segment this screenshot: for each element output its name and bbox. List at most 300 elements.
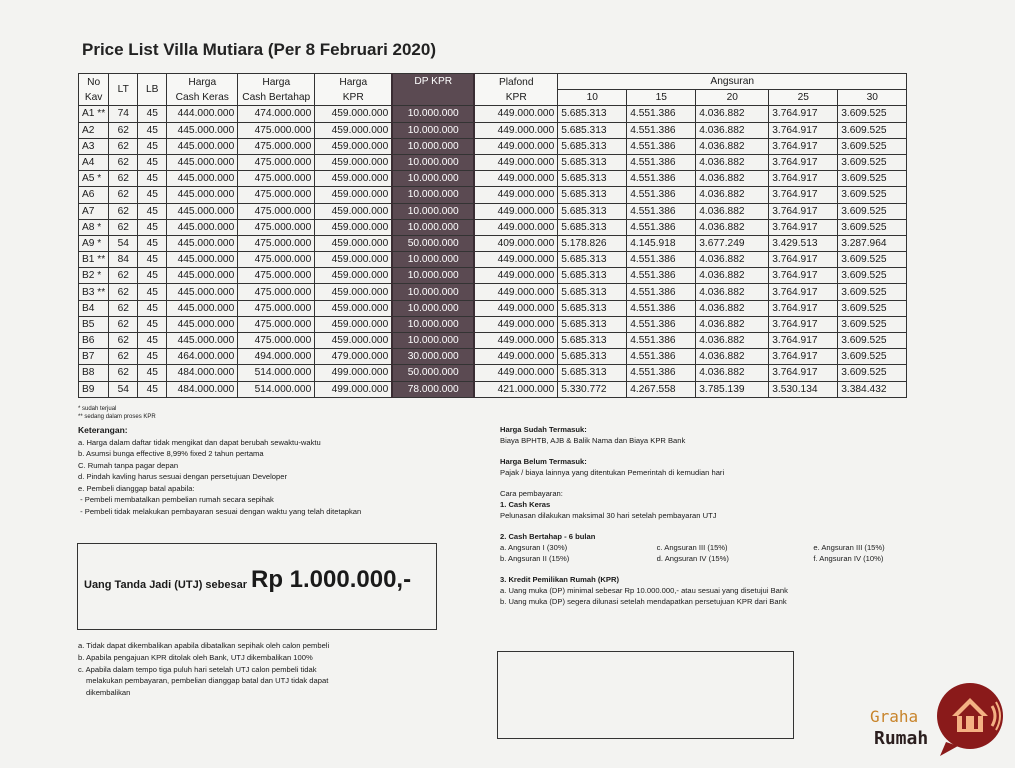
header-tenor-25: 25 [769,90,838,106]
angsuran-cell: 3.764.917 [769,106,838,122]
plafond-cell: 421.000.000 [474,381,558,397]
legend-sold: * sudah terjual [78,406,117,412]
plafond-cell: 449.000.000 [474,122,558,138]
bertahap-item: f. Angsuran IV (10%) [813,554,884,563]
logo-text-rumah: Rumah [874,728,929,749]
kpr-cell: 459.000.000 [315,138,393,154]
angsuran-cell: 3.609.525 [838,268,907,284]
kpr-item: a. Uang muka (DP) minimal sebesar Rp 10.000.000,- atau sesuai yang disetujui Bank [500,586,788,595]
table-row [79,300,907,316]
lb-cell: 45 [138,381,167,397]
angsuran-cell: 3.764.917 [769,187,838,203]
table-row [79,187,907,203]
angsuran-cell: 5.685.313 [558,171,627,187]
lt-cell: 62 [109,138,138,154]
plafond-cell: 449.000.000 [474,268,558,284]
kpr-cell: 499.000.000 [315,381,393,397]
kpr-cell: 499.000.000 [315,365,393,381]
kpr-cell: 459.000.000 [315,106,393,122]
angsuran-cell: 4.551.386 [627,300,696,316]
angsuran-cell: 3.764.917 [769,203,838,219]
angsuran-cell: 3.609.525 [838,252,907,268]
kpr-cell: 459.000.000 [315,284,393,300]
lt-cell: 62 [109,284,138,300]
cash-keras-cell: 445.000.000 [167,235,238,251]
angsuran-cell: 4.551.386 [627,349,696,365]
angsuran-cell: 3.764.917 [769,138,838,154]
angsuran-cell: 3.764.917 [769,349,838,365]
kpr-cell: 459.000.000 [315,187,393,203]
cash-keras-cell: 445.000.000 [167,316,238,332]
lb-cell: 45 [138,268,167,284]
angsuran-cell: 5.685.313 [558,138,627,154]
lb-cell: 45 [138,219,167,235]
header-angsuran: Angsuran [558,74,907,90]
bertahap-item: a. Angsuran I (30%) [500,543,568,552]
angsuran-cell: 3.384.432 [838,381,907,397]
cash-bertahap-cell: 475.000.000 [238,252,315,268]
angsuran-cell: 3.609.525 [838,349,907,365]
angsuran-cell: 3.609.525 [838,284,907,300]
angsuran-cell: 5.685.313 [558,187,627,203]
plafond-cell: 449.000.000 [474,333,558,349]
angsuran-cell: 3.677.249 [696,235,769,251]
dp-cell: 10.000.000 [392,138,474,154]
dp-cell: 50.000.000 [392,235,474,251]
kpr-cell: 459.000.000 [315,171,393,187]
angsuran-cell: 3.287.964 [838,235,907,251]
lb-cell: 45 [138,154,167,170]
cash-bertahap-title: 2. Cash Bertahap - 6 bulan [500,532,596,541]
kav-cell: B3 ** [79,284,109,300]
lt-cell: 54 [109,235,138,251]
angsuran-cell: 5.330.772 [558,381,627,397]
cash-keras-cell: 445.000.000 [167,138,238,154]
cash-bertahap-cell: 475.000.000 [238,300,315,316]
cash-keras-cell: 445.000.000 [167,333,238,349]
kpr-cell: 459.000.000 [315,122,393,138]
angsuran-cell: 4.036.882 [696,203,769,219]
kav-cell: B5 [79,316,109,332]
table-row [79,154,907,170]
angsuran-cell: 3.609.525 [838,187,907,203]
angsuran-cell: 5.685.313 [558,219,627,235]
kpr-item: b. Uang muka (DP) segera dilunasi setelah mendapatkan persetujuan KPR dari Bank [500,597,787,606]
angsuran-cell: 4.036.882 [696,365,769,381]
dp-cell: 10.000.000 [392,252,474,268]
utj-amount: Rp 1.000.000,- [251,566,412,593]
lb-cell: 45 [138,300,167,316]
table-row [79,316,907,332]
kav-cell: B4 [79,300,109,316]
angsuran-cell: 3.764.917 [769,219,838,235]
header-no: No Kav [79,74,109,106]
dp-cell: 10.000.000 [392,300,474,316]
cash-keras-cell: 445.000.000 [167,171,238,187]
table-row [79,122,907,138]
dp-cell: 10.000.000 [392,171,474,187]
angsuran-cell: 4.036.882 [696,300,769,316]
lb-cell: 45 [138,316,167,332]
cash-keras-cell: 445.000.000 [167,187,238,203]
table-row [79,333,907,349]
header-tenor-20: 20 [696,90,769,106]
header-lt: LT [109,74,138,106]
dp-cell: 10.000.000 [392,219,474,235]
plafond-cell: 449.000.000 [474,252,558,268]
lb-cell: 45 [138,349,167,365]
plafond-cell: 449.000.000 [474,219,558,235]
lt-cell: 84 [109,252,138,268]
angsuran-cell: 3.764.917 [769,122,838,138]
header-dp-kpr: DP KPR [392,74,474,106]
dp-cell: 10.000.000 [392,122,474,138]
plafond-cell: 449.000.000 [474,316,558,332]
kpr-cell: 459.000.000 [315,333,393,349]
keterangan-title: Keterangan: [78,425,128,435]
plafond-cell: 449.000.000 [474,187,558,203]
cash-bertahap-cell: 475.000.000 [238,138,315,154]
angsuran-cell: 3.609.525 [838,203,907,219]
angsuran-cell: 4.036.882 [696,154,769,170]
keterangan-item: d. Pindah kavling harus sesuai dengan persetujuan Developer [78,472,287,481]
kav-cell: A8 * [79,219,109,235]
table-row [79,284,907,300]
lb-cell: 45 [138,333,167,349]
kpr-cell: 459.000.000 [315,316,393,332]
kav-cell: B8 [79,365,109,381]
bertahap-item: c. Angsuran III (15%) [656,543,728,552]
angsuran-cell: 3.530.134 [769,381,838,397]
lt-cell: 54 [109,381,138,397]
angsuran-cell: 4.267.558 [627,381,696,397]
lb-cell: 45 [138,284,167,300]
cash-bertahap-cell: 475.000.000 [238,268,315,284]
angsuran-cell: 3.609.525 [838,171,907,187]
cash-keras-cell: 445.000.000 [167,252,238,268]
angsuran-cell: 3.764.917 [769,171,838,187]
kav-cell: B9 [79,381,109,397]
lt-cell: 62 [109,268,138,284]
header-kpr: Harga KPR [315,74,393,106]
angsuran-cell: 4.036.882 [696,106,769,122]
dp-cell: 10.000.000 [392,333,474,349]
plafond-cell: 409.000.000 [474,235,558,251]
dp-cell: 30.000.000 [392,349,474,365]
angsuran-cell: 4.551.386 [627,365,696,381]
lt-cell: 62 [109,154,138,170]
cash-bertahap-cell: 475.000.000 [238,122,315,138]
plafond-cell: 449.000.000 [474,171,558,187]
angsuran-cell: 4.036.882 [696,333,769,349]
angsuran-cell: 5.178.826 [558,235,627,251]
lb-cell: 45 [138,106,167,122]
cash-keras-cell: 445.000.000 [167,300,238,316]
lt-cell: 62 [109,219,138,235]
cash-bertahap-cell: 474.000.000 [238,106,315,122]
header-lb: LB [138,74,167,106]
dp-cell: 10.000.000 [392,187,474,203]
angsuran-cell: 3.609.525 [838,154,907,170]
utj-note: c. Apabila dalam tempo tiga puluh hari setelah UTJ calon pembeli tidak [78,664,317,674]
graha-rumah-logo [868,680,1008,760]
cash-keras-cell: 445.000.000 [167,284,238,300]
keterangan-item: a. Harga dalam daftar tidak mengikat dan dapat berubah sewaktu-waktu [78,437,321,447]
angsuran-cell: 5.685.313 [558,106,627,122]
dp-cell: 50.000.000 [392,365,474,381]
kav-cell: A7 [79,203,109,219]
table-row [79,252,907,268]
angsuran-cell: 5.685.313 [558,122,627,138]
kav-cell: A1 ** [79,106,109,122]
angsuran-cell: 3.609.525 [838,300,907,316]
payment-info [500,424,970,607]
angsuran-cell: 4.036.882 [696,138,769,154]
kav-cell: A5 * [79,171,109,187]
angsuran-cell: 3.609.525 [838,122,907,138]
angsuran-cell: 5.685.313 [558,365,627,381]
kpr-cell: 459.000.000 [315,154,393,170]
dp-cell: 10.000.000 [392,203,474,219]
page-title: Price List Villa Mutiara (Per 8 Februari 2020) [82,40,437,59]
angsuran-cell: 5.685.313 [558,316,627,332]
keterangan-item: C. Rumah tanpa pagar depan [78,460,179,470]
lb-cell: 45 [138,138,167,154]
angsuran-cell: 3.609.525 [838,365,907,381]
lt-cell: 74 [109,106,138,122]
kpr-cell: 459.000.000 [315,300,393,316]
cash-keras-title: 1. Cash Keras [500,500,551,509]
dp-cell: 10.000.000 [392,106,474,122]
keterangan-item: - Pembeli tidak melakukan pembayaran sesuai dengan waktu yang telah ditetapkan [78,506,362,516]
cash-keras-cell: 484.000.000 [167,365,238,381]
cash-keras-cell: 464.000.000 [167,349,238,365]
cash-keras-cell: 445.000.000 [167,122,238,138]
lb-cell: 45 [138,235,167,251]
cash-keras-text: Pelunasan dilakukan maksimal 30 hari setelah pembayaran UTJ [500,511,717,520]
termasuk-text: Biaya BPHTB, AJB & Balik Nama dan Biaya KPR Bank [500,436,686,445]
dp-cell: 10.000.000 [392,284,474,300]
utj-note: dikembalikan [86,688,131,698]
angsuran-cell: 4.551.386 [627,219,696,235]
angsuran-cell: 4.036.882 [696,187,769,203]
angsuran-cell: 4.551.386 [627,203,696,219]
plafond-cell: 449.000.000 [474,138,558,154]
cash-keras-cell: 444.000.000 [167,106,238,122]
angsuran-cell: 4.551.386 [627,138,696,154]
utj-label: Uang Tanda Jadi (UTJ) sebesar [84,579,248,591]
angsuran-cell: 4.551.386 [627,187,696,203]
bertahap-item: d. Angsuran IV (15%) [656,554,729,563]
angsuran-cell: 5.685.313 [558,252,627,268]
utj-notes [78,640,378,699]
angsuran-cell: 4.551.386 [627,106,696,122]
keterangan-item: - Pembeli membatalkan pembelian rumah secara sepihak [78,495,274,504]
cash-keras-cell: 445.000.000 [167,268,238,284]
dp-cell: 10.000.000 [392,316,474,332]
cash-bertahap-cell: 475.000.000 [238,235,315,251]
angsuran-cell: 5.685.313 [558,333,627,349]
kpr-title: 3. Kredit Pemilikan Rumah (KPR) [500,575,619,584]
cash-bertahap-cell: 475.000.000 [238,154,315,170]
plafond-cell: 449.000.000 [474,203,558,219]
angsuran-cell: 3.429.513 [769,235,838,251]
angsuran-cell: 5.685.313 [558,203,627,219]
plafond-cell: 449.000.000 [474,154,558,170]
belum-termasuk-title: Harga Belum Termasuk: [500,457,587,466]
header-cash-bertahap: Harga Cash Bertahap [238,74,315,106]
belum-termasuk-text: Pajak / biaya lainnya yang ditentukan Pemerintah di kemudian hari [500,468,725,477]
angsuran-cell: 5.685.313 [558,284,627,300]
lb-cell: 45 [138,252,167,268]
lt-cell: 62 [109,365,138,381]
angsuran-cell: 3.764.917 [769,268,838,284]
cash-keras-cell: 445.000.000 [167,219,238,235]
lb-cell: 45 [138,171,167,187]
plafond-cell: 449.000.000 [474,365,558,381]
table-row [79,138,907,154]
table-row [79,381,907,397]
cash-bertahap-cell: 475.000.000 [238,333,315,349]
cash-bertahap-cell: 514.000.000 [238,365,315,381]
table-row [79,349,907,365]
plafond-cell: 449.000.000 [474,106,558,122]
bertahap-item: e. Angsuran III (15%) [813,543,885,552]
cash-bertahap-cell: 475.000.000 [238,203,315,219]
lb-cell: 45 [138,122,167,138]
angsuran-cell: 3.609.525 [838,219,907,235]
cash-keras-cell: 445.000.000 [167,203,238,219]
angsuran-cell: 4.036.882 [696,171,769,187]
angsuran-cell: 4.551.386 [627,268,696,284]
table-row [79,268,907,284]
dp-cell: 78.000.000 [392,381,474,397]
header-tenor-15: 15 [627,90,696,106]
angsuran-cell: 4.036.882 [696,284,769,300]
dp-cell: 10.000.000 [392,154,474,170]
cara-title: Cara pembayaran: [500,489,563,498]
plafond-cell: 449.000.000 [474,284,558,300]
angsuran-cell: 5.685.313 [558,300,627,316]
utj-note: a. Tidak dapat dikembalikan apabila dibatalkan sepihak oleh calon pembeli [78,641,330,650]
angsuran-cell: 4.551.386 [627,284,696,300]
kpr-cell: 459.000.000 [315,203,393,219]
dp-cell: 10.000.000 [392,268,474,284]
house-speech-icon [932,680,1008,758]
angsuran-cell: 4.036.882 [696,252,769,268]
legend-notes [78,405,156,421]
angsuran-cell: 3.764.917 [769,365,838,381]
kav-cell: A6 [79,187,109,203]
header-plafond: Plafond KPR [474,74,558,106]
angsuran-cell: 4.551.386 [627,122,696,138]
cash-bertahap-cell: 475.000.000 [238,284,315,300]
lb-cell: 45 [138,203,167,219]
angsuran-cell: 3.609.525 [838,106,907,122]
angsuran-cell: 3.764.917 [769,300,838,316]
angsuran-cell: 4.551.386 [627,154,696,170]
cash-bertahap-cell: 475.000.000 [238,219,315,235]
lt-cell: 62 [109,203,138,219]
cash-bertahap-cell: 514.000.000 [238,381,315,397]
angsuran-cell: 4.551.386 [627,316,696,332]
utj-note: melakukan pembayaran, pembelian dianggap batal dan UTJ tidak dapat [86,676,329,686]
keterangan-section [78,425,498,517]
kav-cell: B2 * [79,268,109,284]
header-tenor-10: 10 [558,90,627,106]
table-row [79,365,907,381]
angsuran-cell: 3.764.917 [769,154,838,170]
angsuran-cell: 3.785.139 [696,381,769,397]
kav-cell: B1 ** [79,252,109,268]
legend-in-process: ** sedang dalam proses KPR [78,414,156,420]
cash-bertahap-cell: 475.000.000 [238,187,315,203]
angsuran-cell: 3.764.917 [769,316,838,332]
kpr-cell: 459.000.000 [315,268,393,284]
keterangan-item: e. Pembeli dianggap batal apabila: [78,483,195,493]
angsuran-cell: 3.609.525 [838,333,907,349]
kpr-cell: 459.000.000 [315,252,393,268]
lt-cell: 62 [109,171,138,187]
lb-cell: 45 [138,365,167,381]
kpr-cell: 459.000.000 [315,235,393,251]
angsuran-cell: 3.764.917 [769,333,838,349]
price-table [78,73,907,398]
utj-box [77,543,437,630]
kav-cell: A9 * [79,235,109,251]
table-row [79,171,907,187]
angsuran-cell: 5.685.313 [558,268,627,284]
lt-cell: 62 [109,300,138,316]
angsuran-cell: 5.685.313 [558,154,627,170]
angsuran-cell: 4.036.882 [696,316,769,332]
cash-bertahap-cell: 475.000.000 [238,171,315,187]
kav-cell: B6 [79,333,109,349]
angsuran-cell: 3.609.525 [838,316,907,332]
angsuran-cell: 5.685.313 [558,349,627,365]
kav-cell: A4 [79,154,109,170]
angsuran-cell: 4.145.918 [627,235,696,251]
angsuran-cell: 3.764.917 [769,284,838,300]
angsuran-cell: 4.036.882 [696,268,769,284]
plafond-cell: 449.000.000 [474,300,558,316]
kav-cell: B7 [79,349,109,365]
header-tenor-30: 30 [838,90,907,106]
kav-cell: A3 [79,138,109,154]
cash-bertahap-cell: 475.000.000 [238,316,315,332]
lt-cell: 62 [109,187,138,203]
lt-cell: 62 [109,333,138,349]
angsuran-cell: 4.036.882 [696,219,769,235]
lb-cell: 45 [138,187,167,203]
lt-cell: 62 [109,316,138,332]
lt-cell: 62 [109,349,138,365]
header-cash-keras: Harga Cash Keras [167,74,238,106]
plafond-cell: 449.000.000 [474,349,558,365]
kav-cell: A2 [79,122,109,138]
angsuran-cell: 4.551.386 [627,333,696,349]
angsuran-cell: 4.036.882 [696,122,769,138]
kpr-cell: 459.000.000 [315,219,393,235]
angsuran-cell: 4.036.882 [696,349,769,365]
kpr-cell: 479.000.000 [315,349,393,365]
keterangan-item: b. Asumsi bunga effective 8,99% fixed 2 tahun pertama [78,449,264,458]
bertahap-item: b. Angsuran II (15%) [500,554,570,563]
cash-keras-cell: 484.000.000 [167,381,238,397]
angsuran-cell: 3.764.917 [769,252,838,268]
utj-note: b. Apabila pengajuan KPR ditolak oleh Bank, UTJ dikembalikan 100% [78,652,313,662]
table-row [79,106,907,122]
